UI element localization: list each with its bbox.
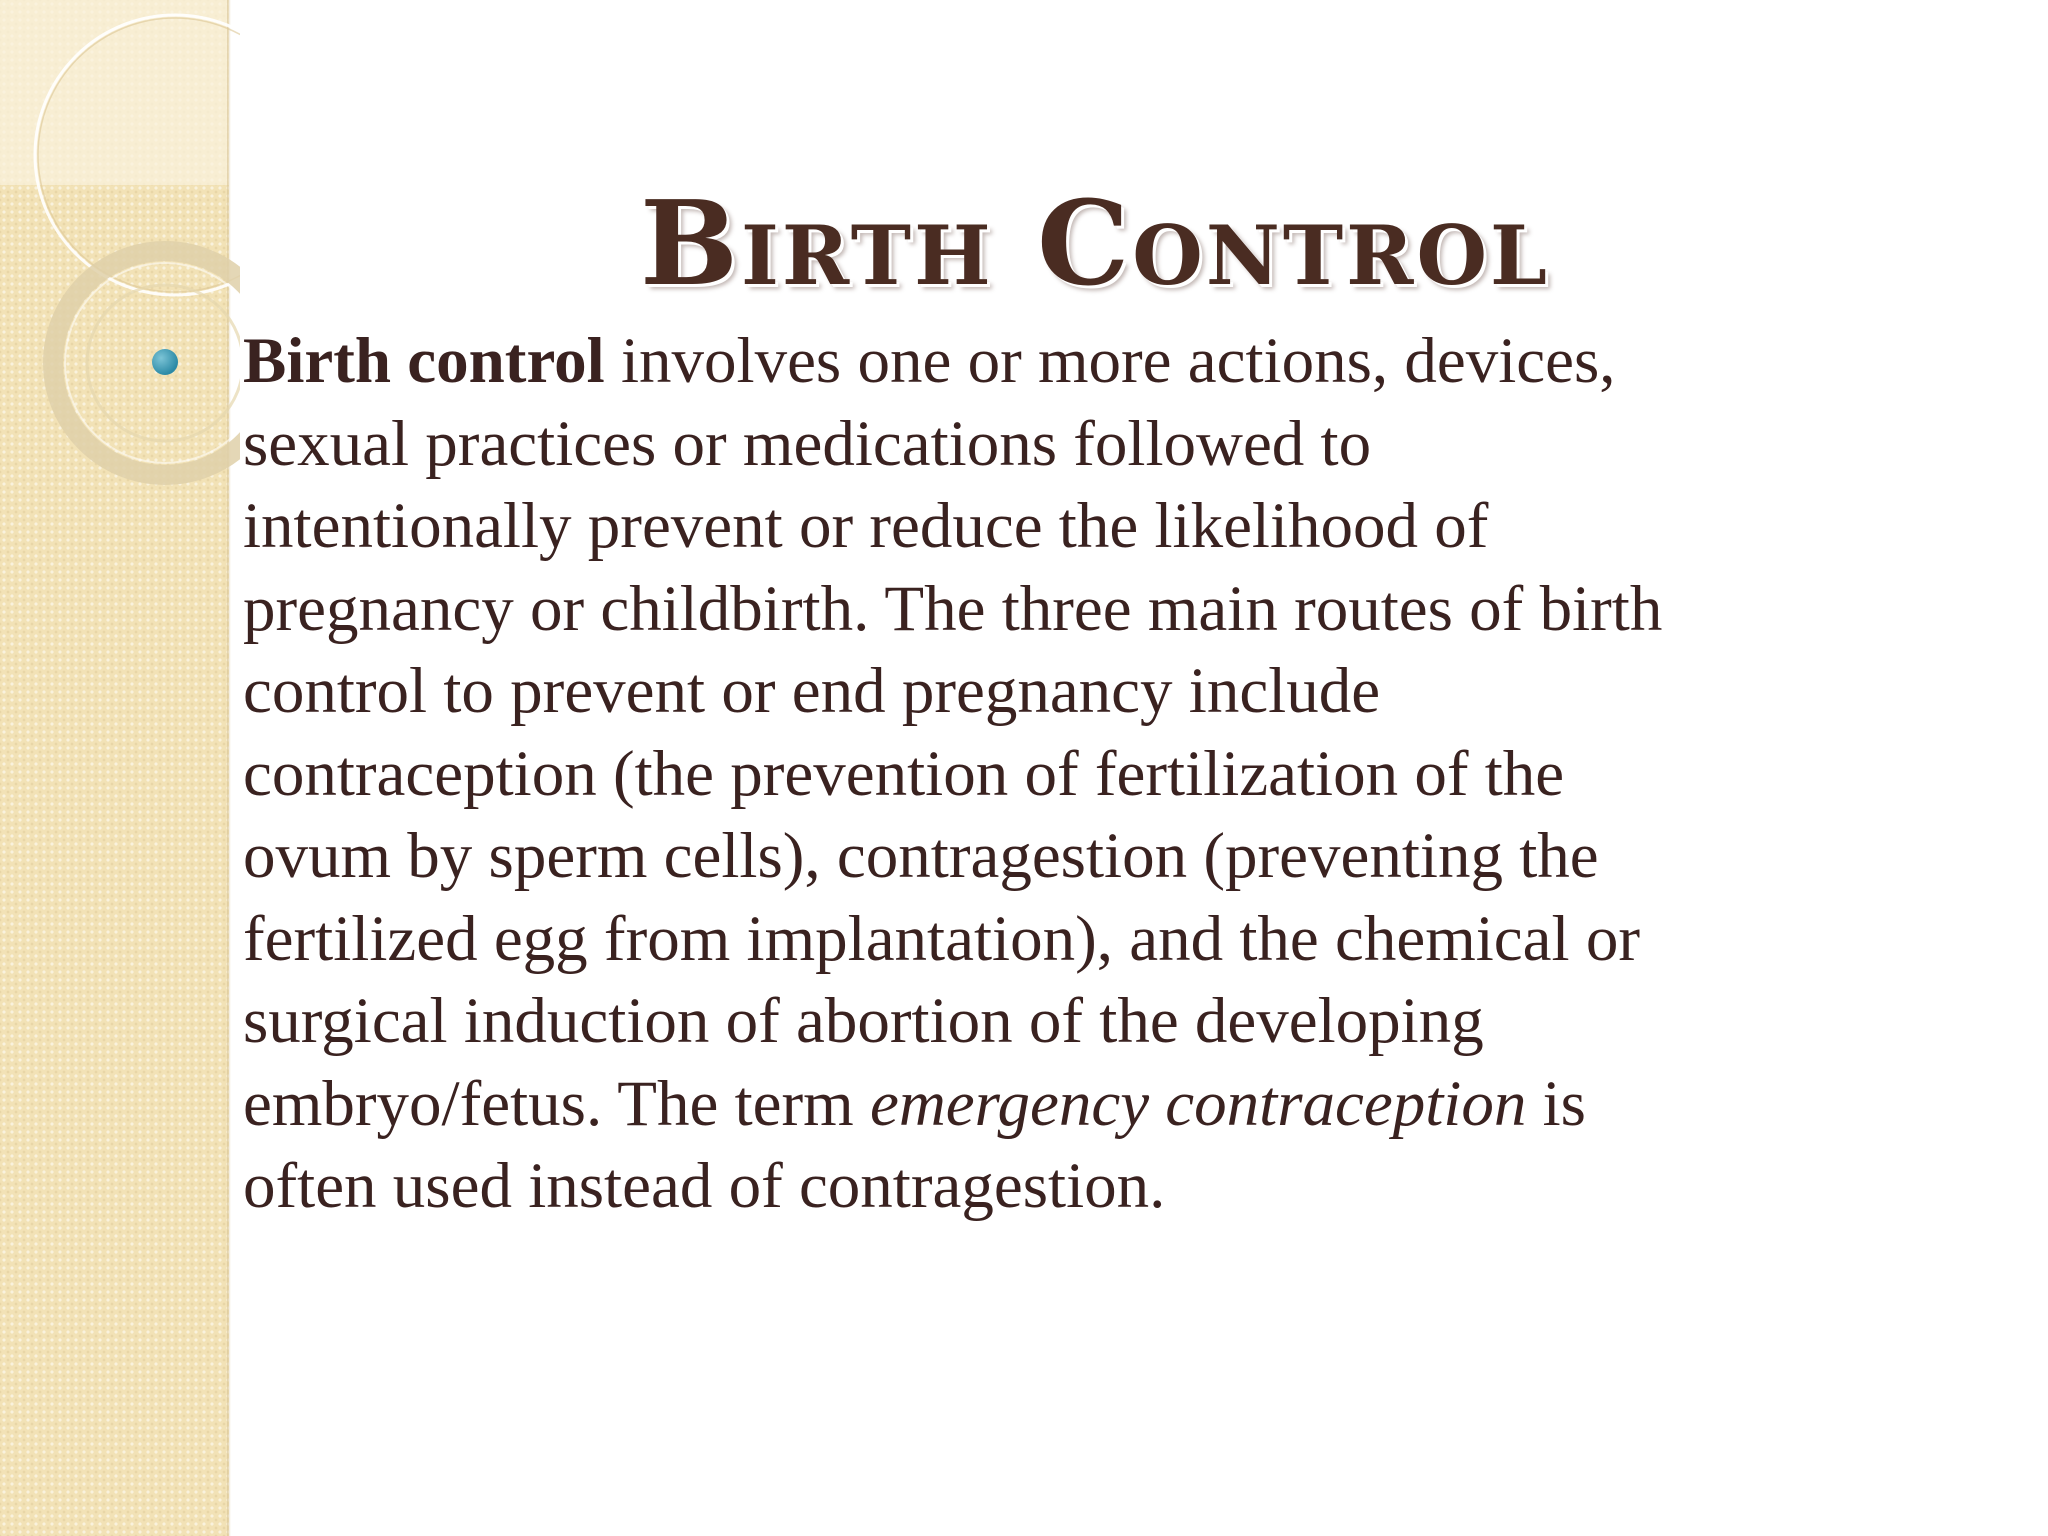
decorative-rings — [0, 0, 240, 520]
bullet-text-part1: involves one or more actions, devices, sexual practices or medications followed to intentionally prevent or reduce the likelihood of pregnancy or childbirth. The three main routes of birth control to prevent or end pregnancy include contraception (the prevention of fertilization of the ovum by sperm cells), contragestion (preventing the fertilized egg from implantation), and the chemical or surgical induction of abortion of the developing embryo/fetus. The term — [243, 325, 1663, 1140]
bullet-emphasis: emergency contraception — [869, 1067, 1527, 1140]
bullet-paragraph — [243, 320, 1703, 1228]
bullet-lead-bold: Birth control — [243, 325, 605, 397]
decorative-thick-ring — [53, 251, 240, 475]
slide-title: Birth Control — [639, 175, 1551, 312]
bullet-dot — [152, 349, 178, 375]
bullet-text-part2: is often used instead of contragestion. — [243, 1067, 1586, 1222]
